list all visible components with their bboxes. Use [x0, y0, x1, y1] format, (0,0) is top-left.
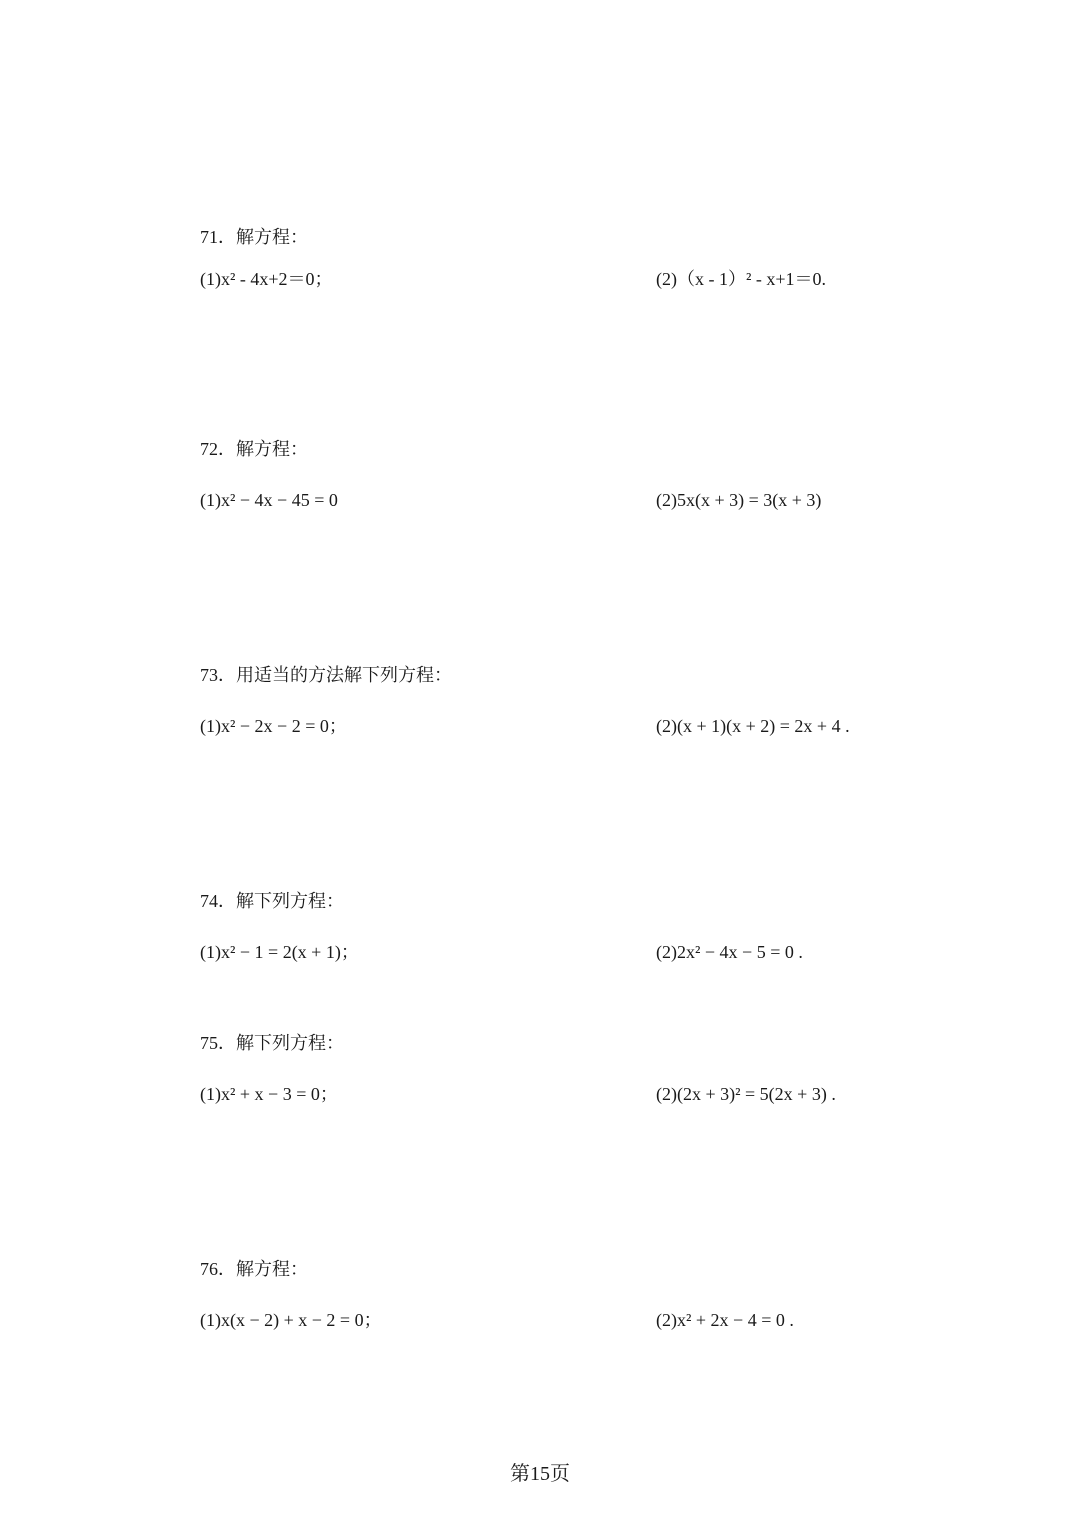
- problem-title: 76．解方程：: [200, 1259, 308, 1279]
- equation-part-1: (1)x² − 2x − 2 = 0；: [200, 716, 347, 736]
- equation-part-2: (2)(2x + 3)² = 5(2x + 3) .: [656, 1084, 836, 1104]
- equation-row: [200, 485, 900, 515]
- equation-part-2: (2)(x + 1)(x + 2) = 2x + 4 .: [656, 716, 850, 736]
- problem-title: 72．解方程：: [200, 439, 308, 459]
- page-number: 第15页: [510, 1463, 570, 1485]
- equation-part-2: (2)5x(x + 3) = 3(x + 3): [656, 490, 822, 510]
- equation-row: [200, 264, 900, 294]
- problem-75: [200, 1031, 900, 1109]
- equation-part-1: (1)x(x − 2) + x − 2 = 0；: [200, 1310, 382, 1330]
- problem-title: 74．解下列方程：: [200, 891, 344, 911]
- equation-part-1: (1)x² − 4x − 45 = 0: [200, 490, 338, 510]
- problem-74: [200, 889, 900, 967]
- equation-part-1: (1)x² + x − 3 = 0；: [200, 1084, 338, 1104]
- problem-72: [200, 437, 900, 515]
- problem-title: 71．解方程：: [200, 227, 308, 247]
- equation-row: [200, 1305, 900, 1335]
- equation-row: [200, 711, 900, 741]
- equation-part-1: (1)x² - 4x+2＝0；: [200, 269, 333, 289]
- problem-76: [200, 1257, 900, 1335]
- problem-71: [200, 225, 900, 294]
- problem-title: 73．用适当的方法解下列方程：: [200, 665, 452, 685]
- problem-title: 75．解下列方程：: [200, 1033, 344, 1053]
- equation-part-2: (2)（x - 1）² - x+1＝0.: [656, 269, 827, 289]
- equation-row: [200, 937, 900, 967]
- equation-part-1: (1)x² − 1 = 2(x + 1)；: [200, 942, 359, 962]
- equation-part-2: (2)x² + 2x − 4 = 0 .: [656, 1310, 794, 1330]
- problem-73: [200, 663, 900, 741]
- equation-row: [200, 1079, 900, 1109]
- equation-part-2: (2)2x² − 4x − 5 = 0 .: [656, 942, 803, 962]
